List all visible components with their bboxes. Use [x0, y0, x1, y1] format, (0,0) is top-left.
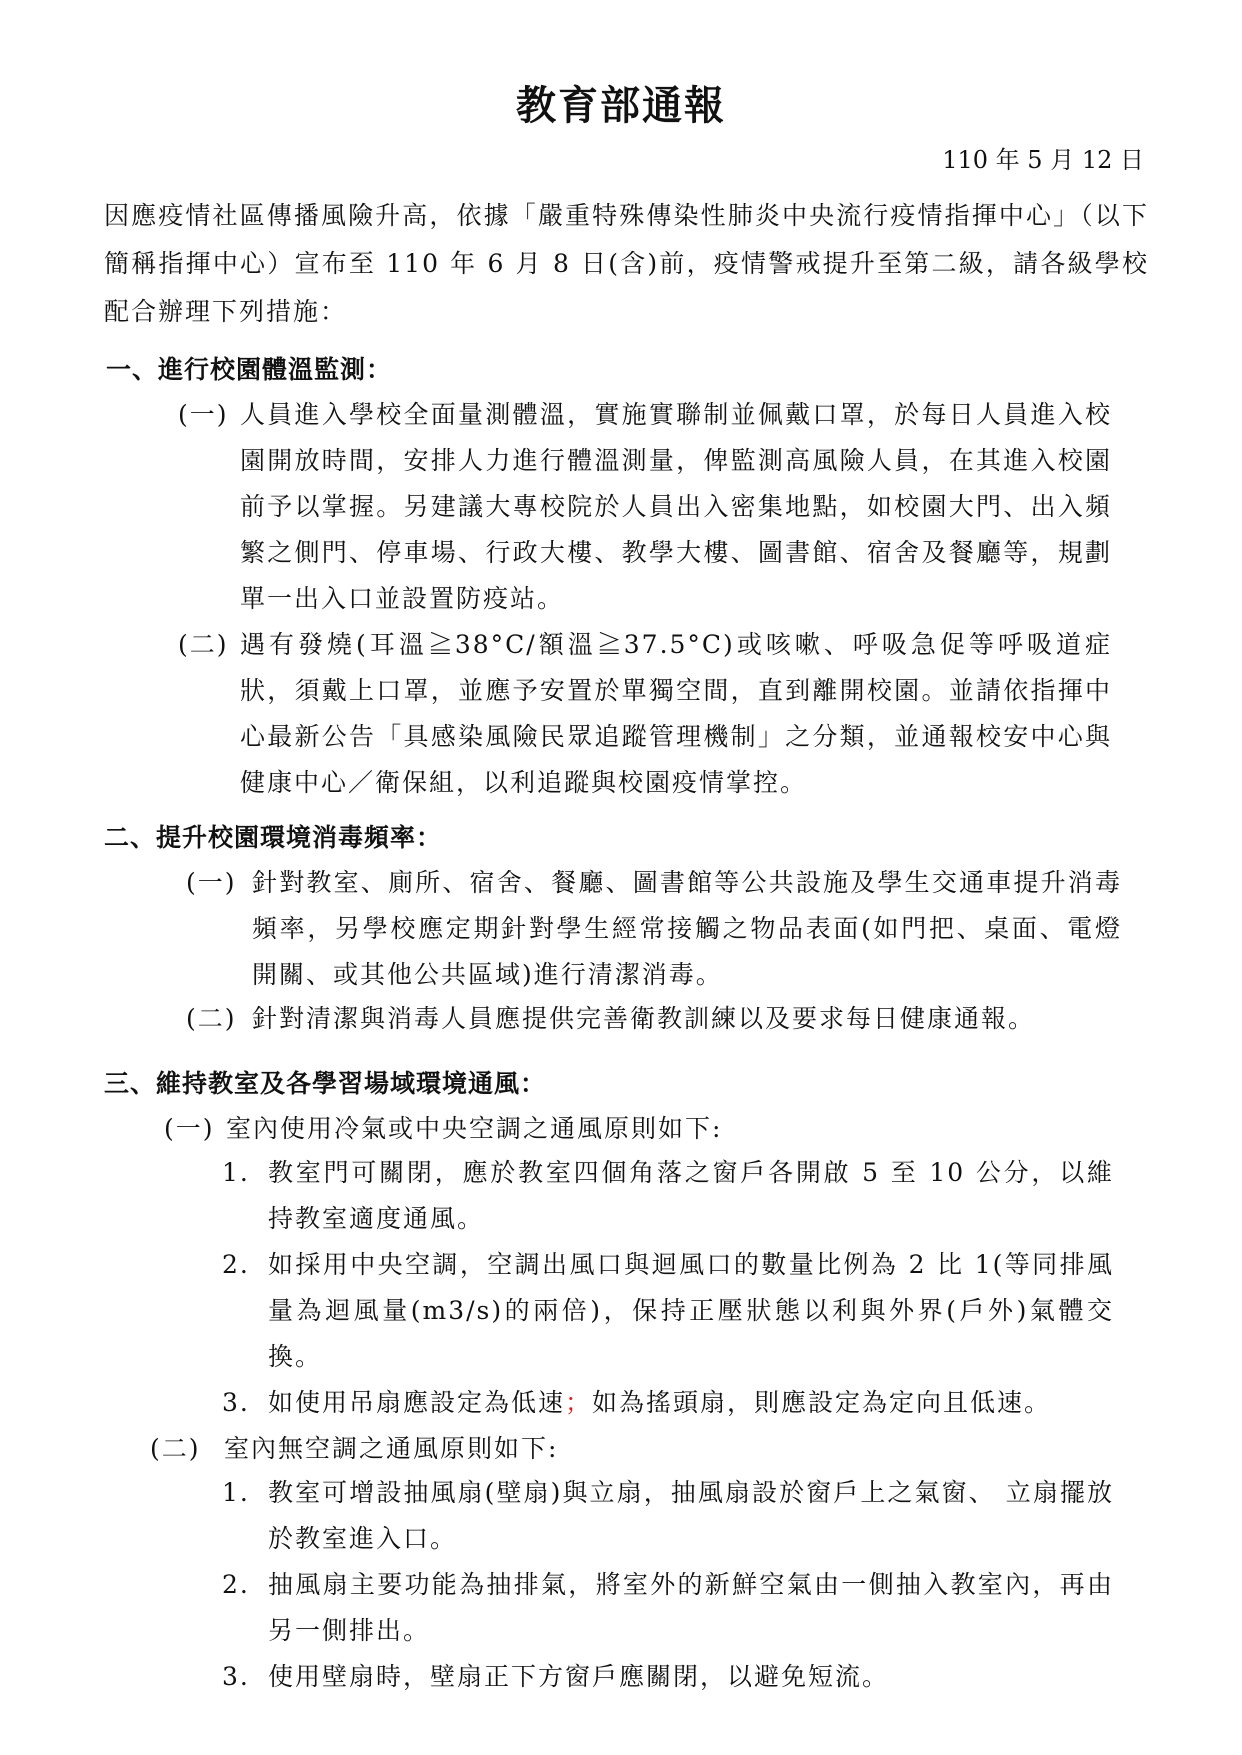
section-2-item-1 [186, 860, 1122, 998]
section-1-item-2 [178, 622, 1112, 806]
section-1-heading: 一、進行校園體溫監測： [106, 355, 393, 384]
item-text: 如採用中央空調，空調出風口與迴風口的數量比例為 2 比 1(等同排風量為迴風量(m3/s)的兩倍)，保持正壓狀態以利與外界(戶外)氣體交換。 [268, 1250, 1114, 1371]
item-text: 使用壁扇時，壁扇正下方窗戶應關閉，以避免短流。 [268, 1662, 890, 1691]
item-label: (二) [178, 630, 229, 659]
item-text: 教室門可關閉，應於教室四個角落之窗戶各開啟 5 至 10 公分，以維持教室適度通風。 [268, 1158, 1114, 1233]
section-3-sub-2 [150, 1426, 1104, 1472]
section-3-sub-2-item-2 [222, 1562, 1114, 1654]
document-date: 110 年 5 月 12 日 [942, 146, 1144, 174]
item-text: 教室可增設抽風扇(壁扇)與立扇，抽風扇設於窗戶上之氣窗、 立扇擺放於教室進入口。 [268, 1478, 1114, 1553]
section-2-item-2 [186, 996, 1122, 1042]
sub-text: 室內使用冷氣或中央空調之通風原則如下: [226, 1114, 723, 1143]
section-3-sub-1-item-3 [222, 1380, 1114, 1426]
item-text: 遇有發燒(耳溫≧38°C/額溫≧37.5°C)或咳嗽、呼吸急促等呼吸道症狀，須戴上口罩，並應予安置於單獨空間，直到離開校園。並請依指揮中心最新公告「具感染風險民眾追蹤管理機制」之分類，並通報校安中心與健康中心／衛保組，以利追蹤與校園疫情掌控。 [240, 630, 1112, 797]
red-semicolon: ； [565, 1388, 593, 1417]
item-label: 2. [222, 1570, 250, 1599]
item-text: 針對清潔與消毒人員應提供完善衛教訓練以及要求每日健康通報。 [252, 1004, 1036, 1033]
section-2-heading: 二、提升校園環境消毒頻率： [104, 823, 443, 852]
item-text: 人員進入學校全面量測體溫，實施實聯制並佩戴口罩，於每日人員進入校園開放時間，安排人力進行體溫測量，俾監測高風險人員，在其進入校園前予以掌握。另建議大專校院於人員出入密集地點，如校園大門、出入頻繁之側門、停車場、行政大樓、教學大樓、圖書館、宿舍及餐廳等，規劃單一出入口並設置防疫站。 [240, 400, 1112, 613]
section-3-heading: 三、維持教室及各學習場域環境通風： [104, 1069, 547, 1098]
section-3-sub-1-item-1 [222, 1150, 1114, 1242]
item-label: 3. [222, 1388, 250, 1417]
sub-text: 室內無空調之通風原則如下: [224, 1434, 559, 1463]
item-label: 3. [222, 1662, 250, 1691]
item-label: 2. [222, 1250, 250, 1279]
section-3-sub-1-item-2 [222, 1242, 1114, 1380]
section-1-item-1 [178, 392, 1112, 622]
sub-label: (一) [164, 1114, 215, 1143]
section-3-sub-2-item-1 [222, 1470, 1114, 1562]
item-text: 針對教室、廁所、宿舍、餐廳、圖書館等公共設施及學生交通車提升消毒頻率，另學校應定期針對學生經常接觸之物品表面(如門把、桌面、電燈開關、或其他公共區域)進行清潔消毒。 [252, 868, 1122, 989]
item-text-part-2: 如為搖頭扇，則應設定為定向且低速。 [592, 1388, 1052, 1417]
item-label: 1. [222, 1478, 250, 1507]
item-label: (一) [178, 400, 229, 429]
item-label: (二) [186, 1004, 237, 1033]
item-label: 1. [222, 1158, 250, 1187]
item-text [268, 1380, 1114, 1426]
section-3-sub-2-item-3 [222, 1654, 1114, 1700]
item-text-part-1: 如使用吊扇應設定為低速 [268, 1388, 566, 1417]
intro-paragraph: 因應疫情社區傳播風險升高，依據「嚴重特殊傳染性肺炎中央流行疫情指揮中心」（以下簡稱指揮中心）宣布至 110 年 6 月 8 日(含)前，疫情警戒提升至第二級，請各級學校配合辦理下列措施： [104, 201, 1149, 326]
item-text: 抽風扇主要功能為抽排氣，將室外的新鮮空氣由一側抽入教室內，再由另一側排出。 [268, 1570, 1114, 1645]
item-label: (一) [186, 868, 237, 897]
document-title: 教育部通報 [516, 82, 726, 129]
section-3-sub-1 [164, 1106, 1106, 1152]
sub-label: (二) [150, 1434, 201, 1463]
